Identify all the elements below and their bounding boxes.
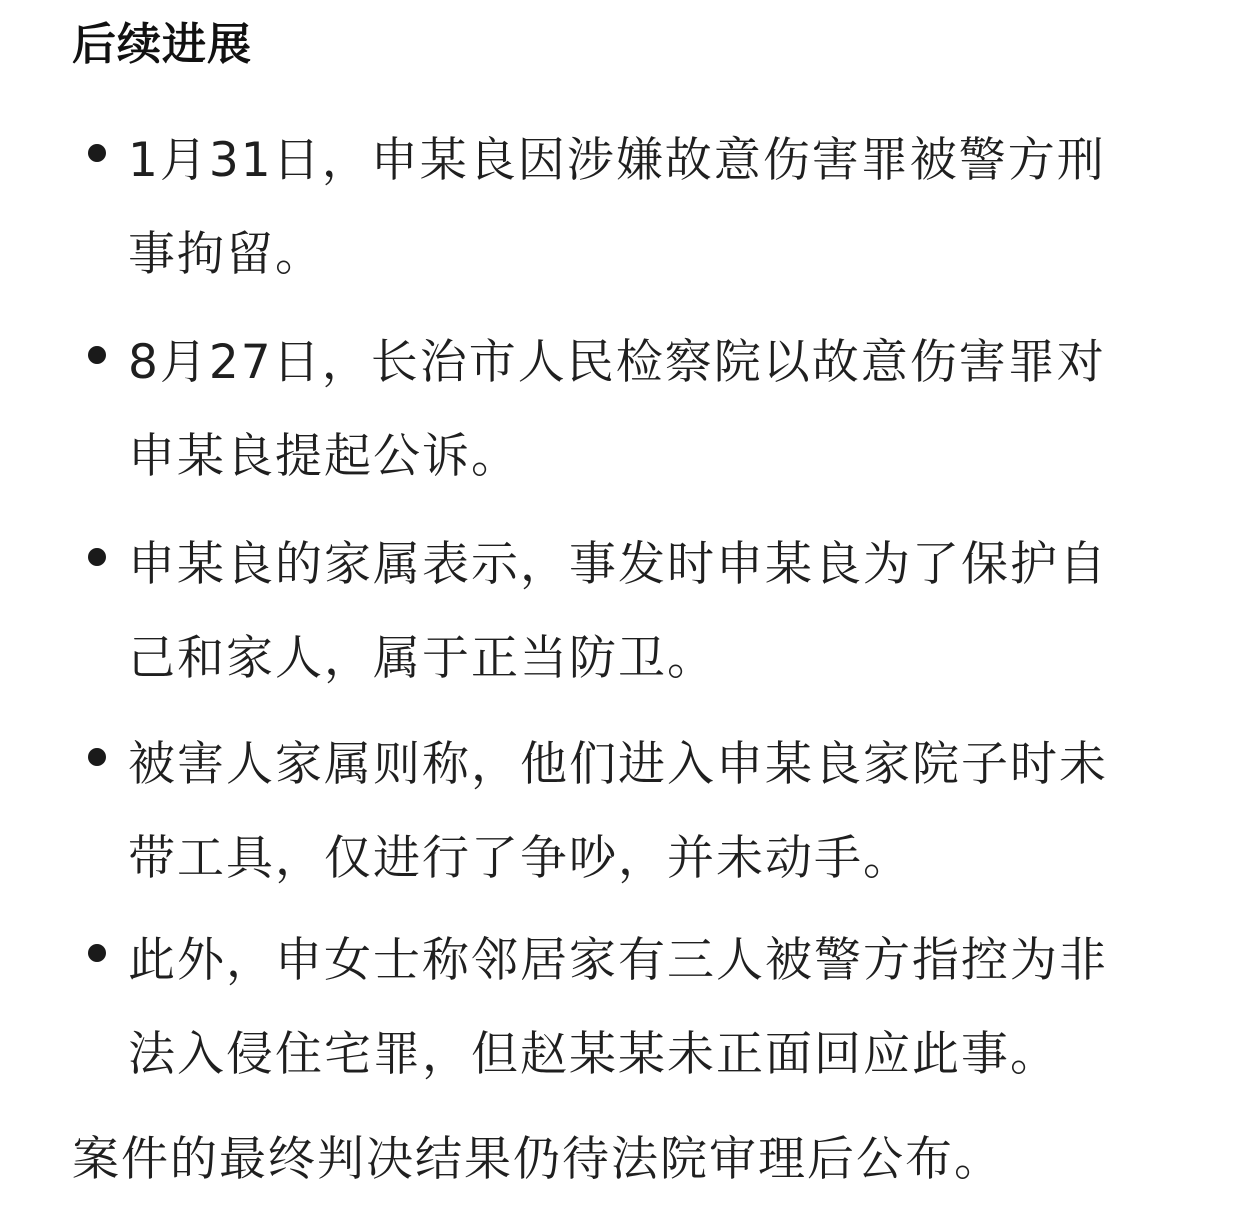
list-item-line: 申某良提起公诉。: [128, 429, 520, 484]
list-item-line: 被害人家属则称，他们进入申某良家院子时未: [128, 737, 1108, 792]
bullet-dot-icon: [88, 144, 106, 162]
list-item-line: 事拘留。: [128, 227, 324, 282]
list-item-text: [128, 718, 1188, 906]
list-item-line: 己和家人，属于正当防卫。: [128, 631, 716, 686]
list-item-line: 申某良的家属表示，事发时申某良为了保护自: [128, 537, 1108, 592]
list-item-text: [128, 114, 1188, 302]
list-item-line: 1月31日，申某良因涉嫌故意伤害罪被警方刑: [128, 133, 1106, 188]
list-item-text: [128, 316, 1188, 504]
bullet-dot-icon: [88, 548, 106, 566]
list-item-line: 此外，申女士称邻居家有三人被警方指控为非: [128, 933, 1108, 988]
list-item-line: 8月27日，长治市人民检察院以故意伤害罪对: [128, 335, 1106, 390]
list-item-text: [128, 518, 1188, 706]
conclusion-text: 案件的最终判决结果仍待法院审理后公布。: [72, 1132, 1003, 1187]
list-item-text: [128, 914, 1188, 1102]
bullet-dot-icon: [88, 944, 106, 962]
list-item-line: 法入侵住宅罪，但赵某某未正面回应此事。: [128, 1027, 1059, 1082]
section-heading: 后续进展: [72, 19, 252, 70]
bullet-dot-icon: [88, 346, 106, 364]
list-item-line: 带工具，仅进行了争吵，并未动手。: [128, 831, 912, 886]
bullet-dot-icon: [88, 748, 106, 766]
